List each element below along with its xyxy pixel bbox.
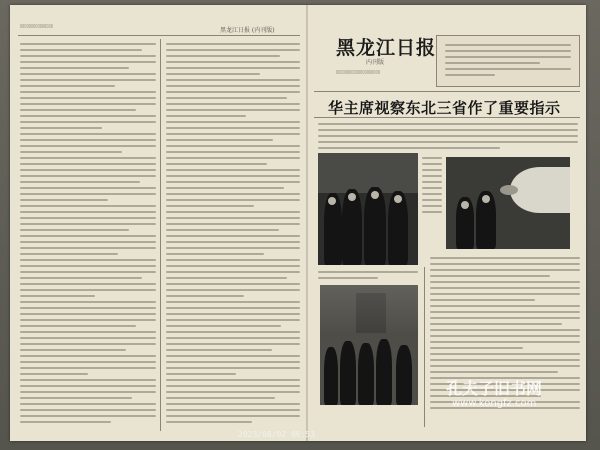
- photo-caption-vertical: [422, 157, 442, 217]
- photo-aircraft-visit: [446, 157, 570, 249]
- photo-officials-group: [318, 153, 418, 265]
- edition-label: 内刊版: [366, 59, 385, 66]
- left-column-1-text: [20, 43, 156, 427]
- left-page-header: 黑龙江日报 (内刊版): [220, 27, 275, 34]
- right-column-divider: [424, 267, 425, 427]
- issue-info-small: ▯▯▯▯▯▯▯▯▯▯▯▯▯▯▯▯▯▯▯▯: [336, 69, 381, 74]
- photo-caption-1: [318, 271, 418, 283]
- quotation-box: [436, 35, 580, 87]
- watermark-site-url: www.kongfz.com: [452, 398, 537, 409]
- headline-rule: [314, 117, 580, 118]
- watermark-site-name: 孔夫子旧书网: [446, 379, 543, 398]
- masthead-rule: [314, 91, 580, 92]
- photo-crowd-street: [320, 285, 418, 405]
- page-fold: [306, 5, 308, 441]
- lead-paragraph-text: [318, 123, 578, 153]
- masthead: 黑龙江日报: [336, 37, 437, 59]
- left-column-2-text: [166, 43, 300, 427]
- photo-timestamp: 2023/08/02 06:53: [238, 430, 316, 439]
- left-column-divider: [160, 39, 161, 431]
- left-page-header-small: ▯▯▯▯▯▯▯▯▯▯▯▯▯▯▯: [20, 23, 54, 28]
- left-header-rule: [18, 35, 300, 36]
- headline: 华主席视察东北三省作了重要指示: [328, 99, 561, 117]
